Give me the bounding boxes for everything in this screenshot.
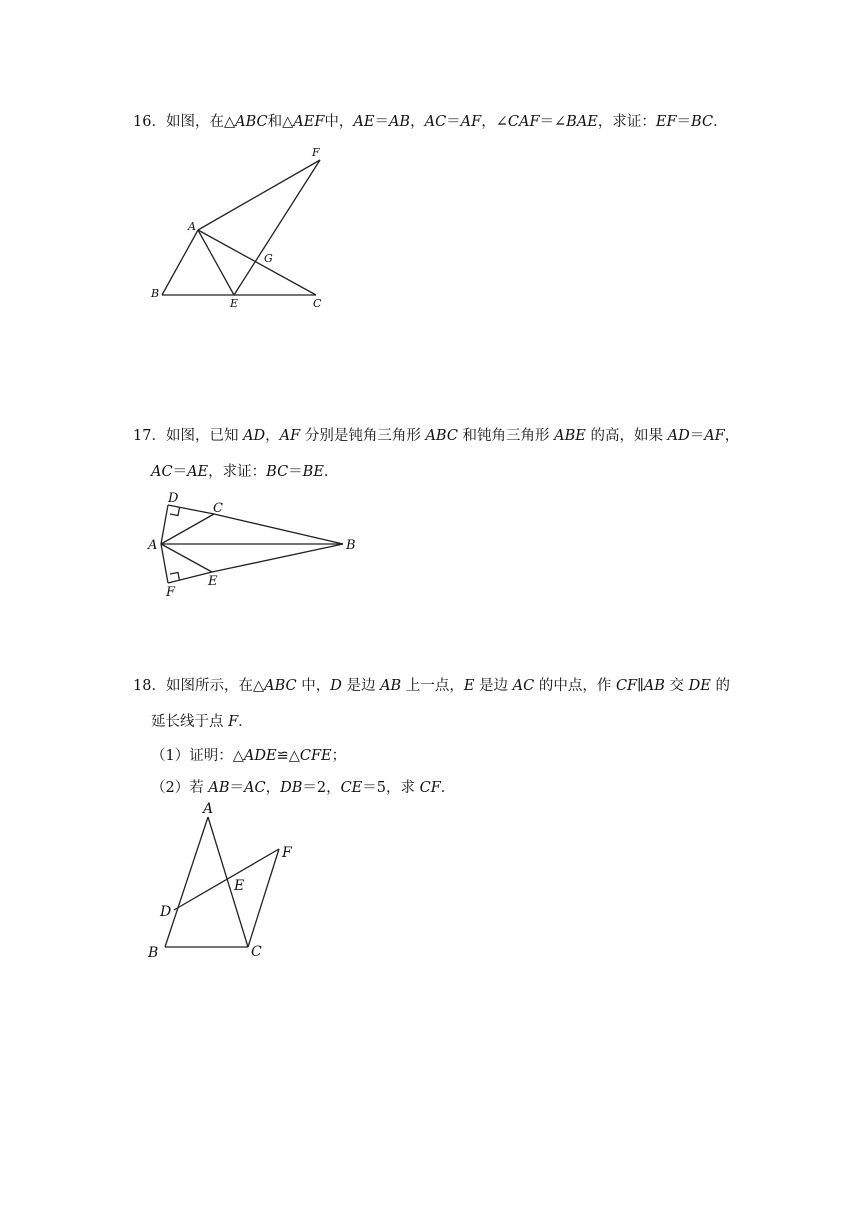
math-symbol: BE [302,464,324,480]
fig18-label-B: B [148,945,159,961]
text-segment: 和钝角三角形 [457,428,555,444]
problem-17-line-2 [151,462,338,482]
problem-16-number: 16． [133,114,166,130]
text-segment: ，求证： [597,114,656,130]
math-symbol: AD [243,428,266,444]
problem-16-text [166,114,728,130]
math-symbol: AD [667,428,690,444]
math-symbol: AC [151,464,173,480]
text-segment: ∥ [637,678,644,694]
math-symbol: BC [266,464,289,480]
fig16-label-C: C [313,297,322,310]
math-symbol: AB [380,678,402,694]
fig17-label-B: B [346,538,356,553]
text-segment: ； [331,748,347,764]
text-segment: 延长线于点 [151,714,229,730]
text-segment: ， [410,114,425,130]
figure-18-lines [165,817,279,947]
math-symbol: AB [388,114,411,130]
math-symbol: E [463,678,475,694]
text-segment: ＝ [172,464,188,480]
text-segment: ＝ [676,114,692,130]
math-symbol: AE [187,464,209,480]
text-segment: 如图所示，在△ [165,678,265,694]
math-symbol: AC [243,780,266,796]
problem-18-line-1 [133,676,730,696]
fig18-label-D: D [160,904,172,920]
text-segment: 和△ [267,114,294,130]
text-segment: ， [265,428,280,444]
text-segment: ． [440,780,456,796]
math-symbol: AB [643,678,665,694]
math-symbol: CE [340,780,363,796]
problem-16-line-1 [133,112,728,132]
text-segment: （2）若 [151,780,209,796]
math-symbol: AE [353,114,375,130]
fig18-label-A: A [203,801,214,817]
text-segment: 中， [296,678,331,694]
text-segment: 上一点， [401,678,464,694]
text-segment: 的 [710,678,730,694]
fig17-label-E: E [208,574,218,589]
math-symbol: DE [688,678,711,694]
problem-18-number: 18． [133,678,166,694]
text-segment: 的中点，作 [534,678,616,694]
math-symbol: CF [419,780,441,796]
text-segment: ， [265,780,281,796]
fig18-label-C: C [251,944,262,960]
fig18-label-E: E [234,878,245,894]
text-segment: 是边 [341,678,381,694]
text-segment: （1）证明：△ [151,748,244,764]
text-segment: ． [238,714,253,730]
text-segment: ＝∠ [539,114,567,130]
math-symbol: F [228,714,239,730]
problem-17-text-1 [166,428,739,444]
text-segment: ＝ [446,114,461,130]
text-segment: 如图，已知 [165,428,244,444]
math-symbol: AC [512,678,535,694]
math-symbol: AC [424,114,447,130]
text-segment: 中， [324,114,354,130]
fig16-label-B: B [151,287,160,300]
text-segment: ． [323,464,339,480]
text-segment: ，∠ [481,114,508,130]
math-symbol: AF [279,428,301,444]
problem-18-line-4 [151,778,455,798]
math-symbol: ADE [243,748,277,764]
text-segment: 的高，如果 [585,428,668,444]
math-symbol: AEF [293,114,325,130]
fig16-label-E: E [230,297,239,310]
text-segment: ＝ [288,464,303,480]
text-segment: ＝ [689,428,705,444]
fig17-label-C: C [213,501,223,516]
problem-17-line-1 [133,426,739,446]
text-segment: ＝5，求 [362,780,420,796]
text-segment: ＝ [374,114,389,130]
text-segment: ． [713,114,728,130]
problem-18-line-3 [151,746,346,766]
problem-18-text-3 [151,748,346,764]
text-segment: 分别是钝角三角形 [300,428,426,444]
text-segment: ， [724,428,740,444]
problem-18-text-4 [151,780,455,796]
text-segment: ≌△ [276,748,300,764]
fig16-label-G: G [264,252,273,265]
fig16-label-F: F [312,146,320,159]
text-segment: ，求证： [208,464,267,480]
math-symbol: CAF [507,114,540,130]
math-symbol: DB [280,780,303,796]
text-segment: 如图，在△ [165,114,236,130]
math-symbol: BAE [566,114,598,130]
figure-16-lines [162,160,320,295]
problem-18-text-1 [166,678,730,694]
text-segment: ＝ [229,780,244,796]
math-symbol: EF [655,114,677,130]
fig17-label-D: D [168,491,179,506]
math-symbol: BC [691,114,714,130]
math-symbol: ABE [554,428,586,444]
math-symbol: ABC [264,678,297,694]
problem-17-text-2 [151,464,338,480]
math-symbol: AF [460,114,482,130]
fig18-label-F: F [282,845,292,861]
figure-17-lines [161,505,343,583]
problem-18-text-2 [151,714,253,730]
fig17-label-A: A [148,538,158,553]
text-segment: ＝2， [302,780,341,796]
problem-17-number: 17． [133,428,166,444]
fig16-label-A: A [188,220,196,233]
math-symbol: CF [615,678,638,694]
text-segment: 交 [664,678,689,694]
math-symbol: D [330,678,342,694]
math-symbol: CFE [299,748,332,764]
text-segment: 是边 [474,678,513,694]
fig17-label-F: F [166,585,176,600]
math-symbol: ABC [425,428,458,444]
math-symbol: ABC [235,114,268,130]
math-symbol: AB [208,780,230,796]
problem-18-line-2 [151,712,253,732]
math-symbol: AF [704,428,725,444]
